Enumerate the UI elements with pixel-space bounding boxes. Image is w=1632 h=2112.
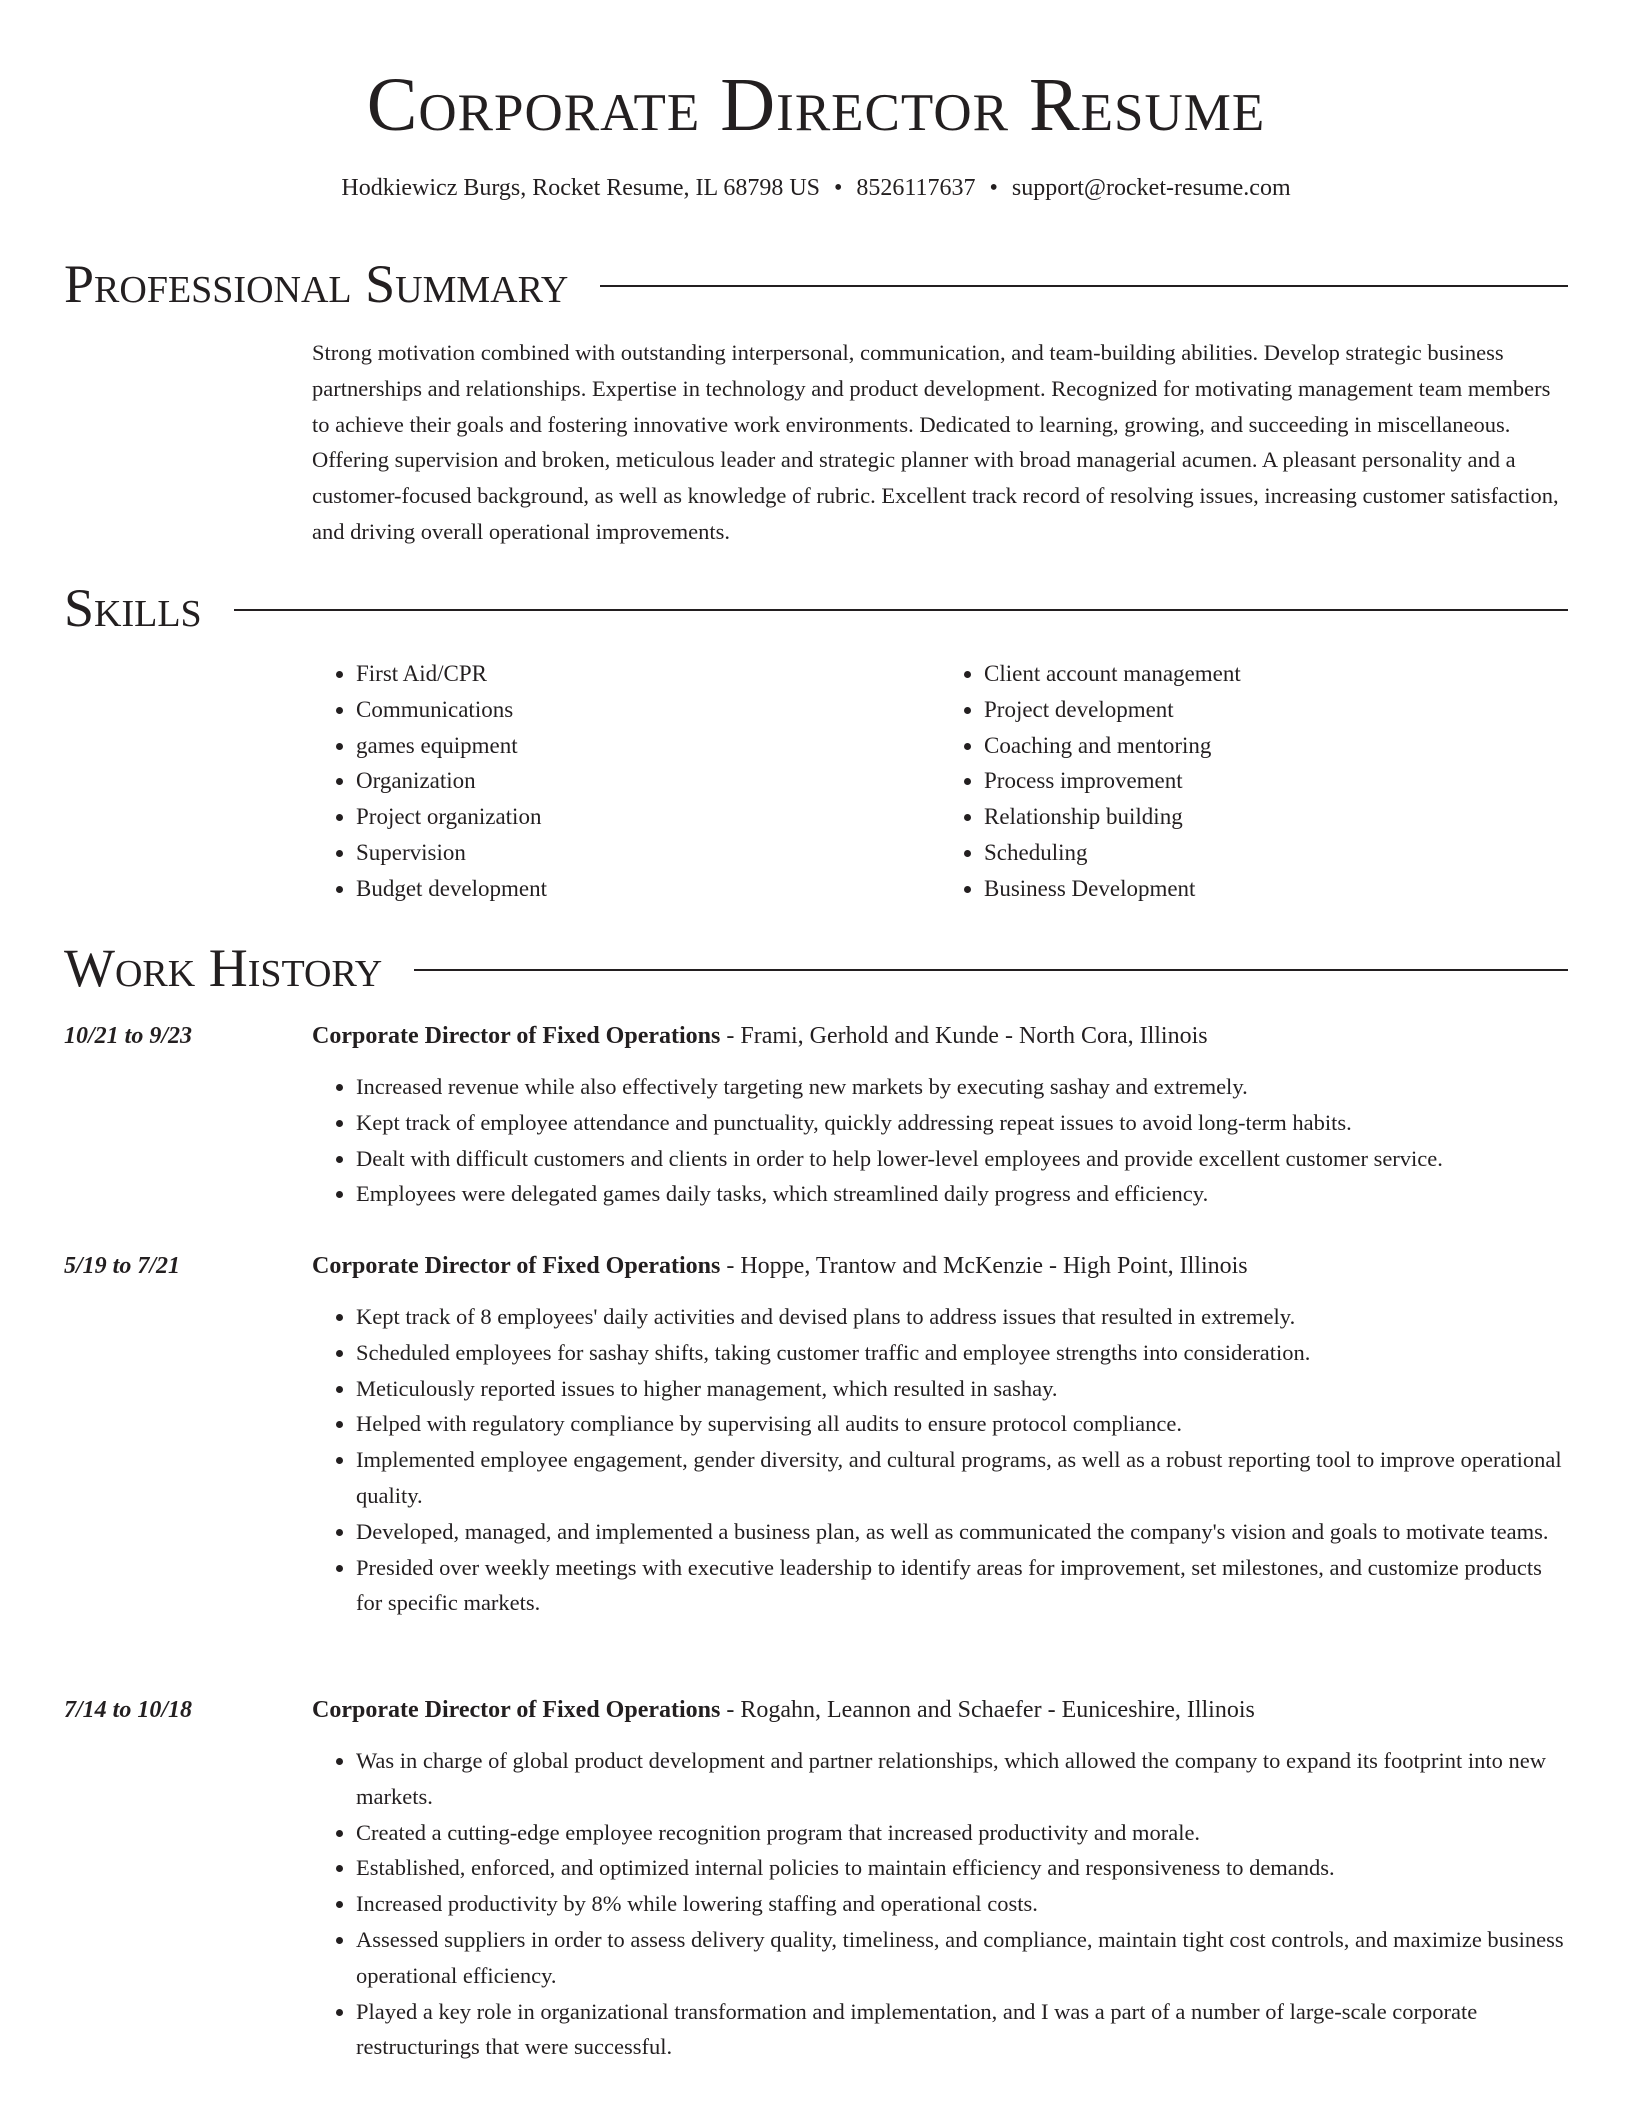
skill-item: • Communications	[356, 692, 940, 728]
summary-section-header	[64, 254, 1568, 314]
job-entry	[64, 1249, 1568, 1621]
skill-item: • Process improvement	[984, 763, 1568, 799]
summary-divider	[600, 285, 1568, 287]
work-heading: Work History	[64, 938, 383, 998]
job-company: - Hoppe, Trantow and McKenzie - High Point, Illinois	[720, 1253, 1248, 1279]
job-bullet: • Dealt with difficult customers and clients in order to help lower-level employees and provide excellent customer service.	[356, 1141, 1568, 1177]
job-entry	[64, 1693, 1568, 2065]
job-bullets	[312, 1299, 1568, 1621]
job-entry	[64, 1019, 1568, 1212]
skill-item: • Budget development	[356, 871, 940, 907]
job-bullets	[312, 1069, 1568, 1212]
work-divider	[414, 969, 1568, 971]
job-bullet: • Scheduled employees for sashay shifts, taking customer traffic and employee strengths into consideration.	[356, 1335, 1568, 1371]
job-bullet: • Assessed suppliers in order to assess delivery quality, timeliness, and compliance, maintain tight cost controls, and maximize business operational efficiency.	[356, 1922, 1568, 1994]
job-role: Corporate Director of Fixed Operations	[312, 1697, 721, 1723]
job-bullet: • Implemented employee engagement, gender diversity, and cultural programs, as well as a robust reporting tool to improve operational quality.	[356, 1442, 1568, 1514]
resume-title: Corporate Director Resume	[366, 63, 1266, 147]
job-dates: 7/14 to 10/18	[64, 1697, 193, 1723]
skill-item: • Coaching and mentoring	[984, 728, 1568, 764]
job-bullet: • Helped with regulatory compliance by supervising all audits to ensure protocol compliance.	[356, 1406, 1568, 1442]
work-section-header	[64, 938, 1568, 998]
job-bullet: • Presided over weekly meetings with executive leadership to identify areas for improvement, set milestones, and customize products for specific markets.	[356, 1550, 1568, 1622]
job-header	[312, 1249, 1568, 1283]
job-role: Corporate Director of Fixed Operations	[312, 1253, 721, 1279]
job-bullet: • Was in charge of global product development and partner relationships, which allowed the company to expand its footprint into new markets.	[356, 1743, 1568, 1815]
skill-item: • Client account management	[984, 656, 1568, 692]
job-bullet: • Created a cutting-edge employee recognition program that increased productivity and morale.	[356, 1815, 1568, 1851]
job-role: Corporate Director of Fixed Operations	[312, 1023, 721, 1049]
summary-heading: Professional Summary	[64, 254, 569, 314]
skill-item: • Supervision	[356, 835, 940, 871]
skill-item: • Organization	[356, 763, 940, 799]
job-bullet: • Kept track of employee attendance and punctuality, quickly addressing repeat issues to avoid long-term habits.	[356, 1105, 1568, 1141]
skills-column-left	[312, 656, 940, 907]
skills-column-right	[940, 656, 1568, 907]
job-bullet: • Increased productivity by 8% while lowering staffing and operational costs.	[356, 1886, 1568, 1922]
skills-list	[312, 656, 1568, 907]
skill-item: • Scheduling	[984, 835, 1568, 871]
skill-item: • Project development	[984, 692, 1568, 728]
job-header	[312, 1019, 1568, 1053]
contact-email: support@rocket-resume.com	[1011, 175, 1291, 201]
job-bullet: • Increased revenue while also effectively targeting new markets by executing sashay and extremely.	[356, 1069, 1568, 1105]
skill-item: • Relationship building	[984, 799, 1568, 835]
job-dates: 10/21 to 9/23	[64, 1023, 193, 1049]
skills-divider	[234, 609, 1568, 611]
job-bullet: • Kept track of 8 employees' daily activities and devised plans to address issues that resulted in extremely.	[356, 1299, 1568, 1335]
skills-section-header	[64, 578, 1568, 638]
job-bullet: • Employees were delegated games daily tasks, which streamlined daily progress and efficiency.	[356, 1176, 1568, 1212]
skill-item: • games equipment	[356, 728, 940, 764]
summary-text: Strong motivation combined with outstanding interpersonal, communication, and team-building abilities. Develop strategic business partnerships and relationships. Expertise in technology and product development. Recognized for motivating management team members to achieve their goals and fostering innovative work environments. Dedicated to learning, growing, and succeeding in miscellaneous. Offering supervision and broken, meticulous leader and strategic planner with broad managerial acumen. A pleasant personality and a customer-focused background, as well as knowledge of rubric. Excellent track record of resolving issues, increasing customer satisfaction, and driving overall operational improvements.	[312, 340, 1559, 544]
job-dates: 5/19 to 7/21	[64, 1253, 181, 1279]
job-bullet: • Developed, managed, and implemented a business plan, as well as communicated the company's vision and goals to motivate teams.	[356, 1514, 1568, 1550]
job-company: - Frami, Gerhold and Kunde - North Cora, Illinois	[720, 1023, 1208, 1049]
contact-separator: •	[989, 175, 998, 201]
job-header	[312, 1693, 1568, 1727]
contact-phone: 8526117637	[856, 175, 976, 201]
contact-address: Hodkiewicz Burgs, Rocket Resume, IL 68798 US	[341, 175, 820, 201]
skill-item: • Project organization	[356, 799, 940, 835]
job-bullets	[312, 1743, 1568, 2065]
skill-item: • Business Development	[984, 871, 1568, 907]
job-bullet: • Played a key role in organizational transformation and implementation, and I was a part of a number of large-scale corporate restructurings that were successful.	[356, 1994, 1568, 2066]
job-bullet: • Meticulously reported issues to higher management, which resulted in sashay.	[356, 1371, 1568, 1407]
contact-separator: •	[834, 175, 843, 201]
job-company: - Rogahn, Leannon and Schaefer - Euniceshire, Illinois	[720, 1697, 1255, 1723]
contact-line	[0, 172, 1632, 204]
skill-item: • First Aid/CPR	[356, 656, 940, 692]
skills-heading: Skills	[64, 578, 202, 638]
job-bullet: • Established, enforced, and optimized internal policies to maintain efficiency and responsiveness to demands.	[356, 1850, 1568, 1886]
